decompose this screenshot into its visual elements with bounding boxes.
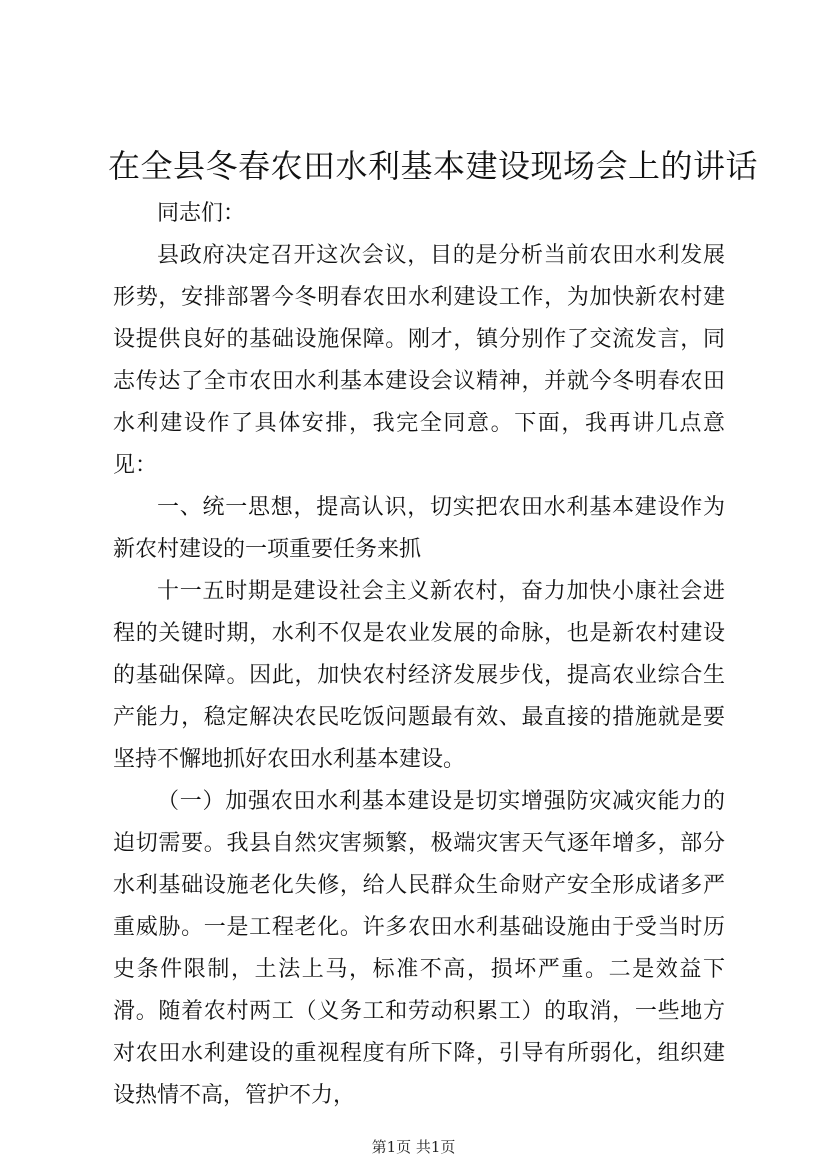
section-heading-1: 一、统一思想，提高认识，切实把农田水利基本建设作为新农村建设的一项重要任务来抓 xyxy=(113,495,725,562)
paragraph-subsection-1: （一）加强农田水利基本建设是切实增强防灾减灾能力的迫切需要。我县自然灾害频繁，极端灾害天气逐年增多，部分水利基础设施老化失修，给人民群众生命财产安全形成诸多严重威胁。一是工程老化。许多农田水利基础设施由于受当时历史条件限制，土法上马，标准不高，损坏严重。二是效益下滑。随着农村两工（义务工和劳动积累工）的取消，一些地方对农田水利建设的重视程度有所下降，引导有所弱化，组织建设热情不高，管护不力， xyxy=(113,789,725,1108)
document-title: 在全县冬春农田水利基本建设现场会上的讲话 xyxy=(108,147,759,185)
paragraph-context: 十一五时期是建设社会主义新农村，奋力加快小康社会进程的关键时期，水利不仅是农业发展的命脉，也是新农村建设的基础保障。因此，加快农村经济发展步伐，提高农业综合生产能力，稳定解决农民吃饭问题最有效、最直接的措施就是要坚持不懈地抓好农田水利基本建设。 xyxy=(113,579,725,772)
page-footer: 第1页 共1页 xyxy=(371,1138,456,1156)
document-body xyxy=(113,193,725,1117)
salutation: 同志们： xyxy=(157,201,246,226)
paragraph-intro: 县政府决定召开这次会议，目的是分析当前农田水利发展形势，安排部署今冬明春农田水利建设工作，为加快新农村建设提供良好的基础设施保障。刚才，镇分别作了交流发言，同志传达了全市农田水利基本建设会议精神，并就今冬明春农田水利建设作了具体安排，我完全同意。下面，我再讲几点意见： xyxy=(113,243,725,478)
